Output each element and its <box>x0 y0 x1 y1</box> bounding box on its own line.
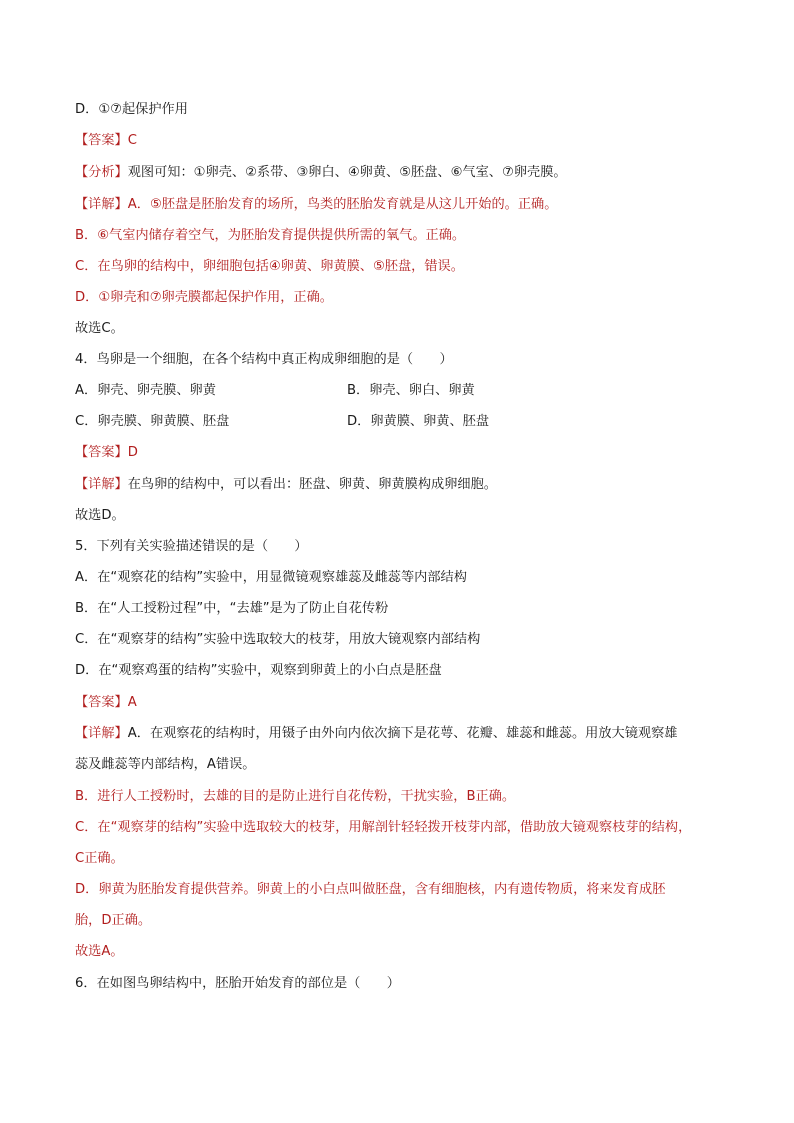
q4-option-c: C．卵壳膜、卵黄膜、胚盘 <box>75 414 230 429</box>
prev-option-d: D．①⑦起保护作用 <box>75 102 188 117</box>
q4-conclusion: 故选D。 <box>75 508 125 523</box>
analysis-tag: 【分析】 <box>75 165 128 180</box>
answer-tag: 【答案】 <box>75 133 128 148</box>
q5-detail-b: B．进行人工授粉时，去雄的目的是防止进行自花传粉，干扰实验，B正确。 <box>75 789 516 804</box>
prev-detail-b: B．⑥气室内储存着空气，为胚胎发育提供提供所需的氧气。正确。 <box>75 228 466 243</box>
q5-detail-a-2: 蕊及雌蕊等内部结构，A错误。 <box>75 757 256 772</box>
q5-conclusion: 故选A。 <box>75 944 124 959</box>
q5-answer <box>75 694 137 712</box>
q5-option-d: D．在“观察鸡蛋的结构”实验中，观察到卵黄上的小白点是胚盘 <box>75 663 442 678</box>
q5-detail-a-1 <box>75 725 677 743</box>
q5-detail-c-2: C正确。 <box>75 851 124 866</box>
q6-stem: 6．在如图鸟卵结构中，胚胎开始发育的部位是（ ） <box>75 976 400 991</box>
q4-detail <box>75 476 497 494</box>
q5-option-a: A．在“观察花的结构”实验中，用显微镜观察雄蕊及雌蕊等内部结构 <box>75 570 467 585</box>
q5-stem: 5．下列有关实验描述错误的是（ ） <box>75 539 308 554</box>
detail-text: 在鸟卵的结构中，可以看出：胚盘、卵黄、卵黄膜构成卵细胞。 <box>127 477 497 492</box>
answer-value: D <box>127 445 138 460</box>
detail-tag: 【详解】 <box>75 197 128 212</box>
answer-value: C <box>127 133 137 148</box>
q5-detail-d-1: D．卵黄为胚胎发育提供营养。卵黄上的小白点叫做胚盘，含有细胞核，内有遗传物质，将来发育成胚 <box>75 882 666 897</box>
detail-tag: 【详解】 <box>75 477 128 492</box>
q4-option-b: B．卵壳、卵白、卵黄 <box>347 383 475 398</box>
answer-tag: 【答案】 <box>75 695 128 710</box>
answer-tag: 【答案】 <box>75 445 128 460</box>
q4-option-a: A．卵壳、卵壳膜、卵黄 <box>75 383 216 398</box>
q4-stem: 4．鸟卵是一个细胞，在各个结构中真正构成卵细胞的是（ ） <box>75 352 453 367</box>
prev-answer <box>75 132 137 150</box>
detail-text: A．在观察花的结构时，用镊子由外向内依次摘下是花萼、花瓣、雄蕊和雌蕊。用放大镜观察雄 <box>127 726 678 741</box>
prev-detail-d: D．①卵壳和⑦卵壳膜都起保护作用，正确。 <box>75 290 333 305</box>
detail-text: A．⑤胚盘是胚胎发育的场所，鸟类的胚胎发育就是从这儿开始的。正确。 <box>127 197 558 212</box>
prev-analysis <box>75 164 567 182</box>
prev-detail-c: C．在鸟卵的结构中，卵细胞包括④卵黄、卵黄膜、⑤胚盘，错误。 <box>75 259 464 274</box>
detail-tag: 【详解】 <box>75 726 128 741</box>
q5-option-c: C．在“观察芽的结构”实验中选取较大的枝芽，用放大镜观察内部结构 <box>75 632 481 647</box>
prev-conclusion: 故选C。 <box>75 321 124 336</box>
q5-detail-c-1: C．在“观察芽的结构”实验中选取较大的枝芽，用解剖针轻轻拨开枝芽内部，借助放大镜观察枝芽的结构， <box>75 820 692 835</box>
q4-option-d: D．卵黄膜、卵黄、胚盘 <box>347 414 490 429</box>
analysis-text: 观图可知：①卵壳、②系带、③卵白、④卵黄、⑤胚盘、⑥气室、⑦卵壳膜。 <box>127 165 567 180</box>
prev-detail-a <box>75 196 557 214</box>
q5-detail-d-2: 胎，D正确。 <box>75 913 152 928</box>
answer-value: A <box>127 695 137 710</box>
q4-answer <box>75 444 138 462</box>
q5-option-b: B．在“人工授粉过程”中，“去雄”是为了防止自花传粉 <box>75 601 389 616</box>
